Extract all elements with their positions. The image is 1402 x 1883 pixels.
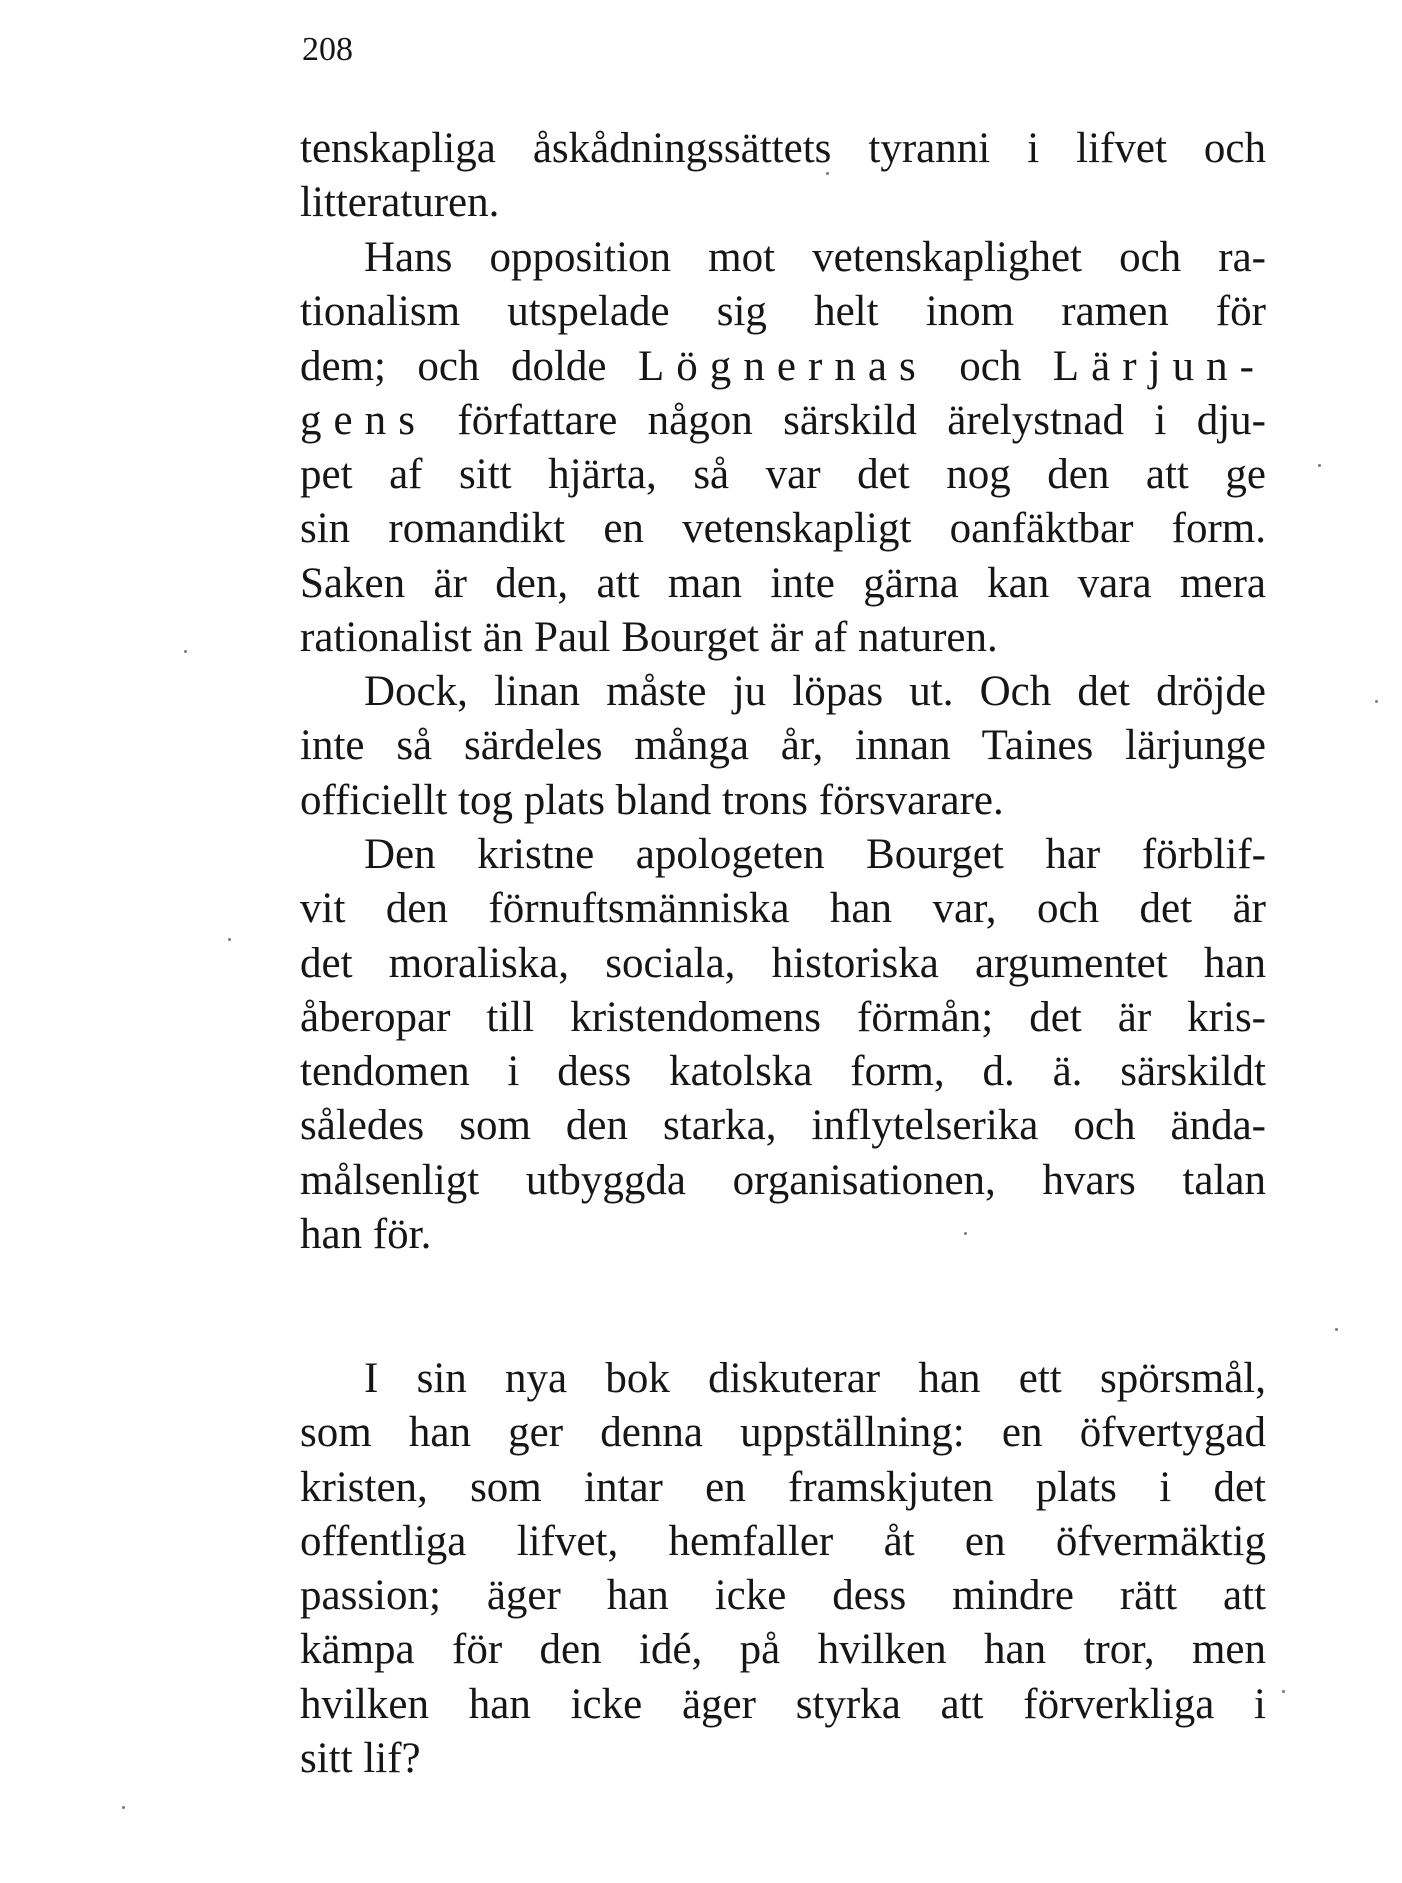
paragraph-3 xyxy=(300,665,1266,828)
text-segment: författare någon särskild ärelystnad i dju- xyxy=(426,396,1266,444)
text-line: officiellt tog plats bland trons försvarare. xyxy=(300,776,1004,824)
text-line: I sin nya bok diskuterar han ett spörsmål, xyxy=(364,1355,1266,1402)
scan-speck xyxy=(122,1806,125,1809)
text-line: kämpa för den idé, på hvilken han tror, men xyxy=(300,1626,1266,1674)
paragraph-4 xyxy=(300,828,1266,1262)
scan-speck xyxy=(1318,464,1321,467)
text-line: således som den starka, inflytelserika och ända- xyxy=(300,1102,1266,1150)
book-title-larjungens-part1: Lärjun- xyxy=(1052,342,1266,390)
text-line: hvilken han icke äger styrka att förverkliga i xyxy=(300,1680,1266,1728)
text-line: tenskapliga åskådningssättets tyranni i lifvet och xyxy=(300,125,1266,172)
scan-speck xyxy=(1335,1328,1338,1331)
text-line: han för. xyxy=(300,1211,432,1259)
paragraph-2 xyxy=(300,231,1266,665)
scan-speck xyxy=(184,650,187,653)
text-line: passion; äger han icke dess mindre rätt att xyxy=(300,1572,1266,1620)
text-line xyxy=(300,394,1266,448)
text-line: inte så särdeles många år, innan Taines lärjunge xyxy=(300,722,1266,770)
text-line xyxy=(300,340,1266,394)
scan-speck xyxy=(964,1232,967,1235)
text-line: målsenligt utbyggda organisationen, hvars talan xyxy=(300,1156,1266,1204)
text-line: tendomen i dess katolska form, d. ä. särskildt xyxy=(300,1048,1266,1096)
text-line: Dock, linan måste ju löpas ut. Och det dröjde xyxy=(364,668,1266,715)
book-title-larjungens-part2: gens xyxy=(300,396,427,444)
page-number: 208 xyxy=(302,31,353,68)
text-line: vit den förnuftsmänniska han var, och det är xyxy=(300,885,1266,933)
text-line: åberopar till kristendomens förmån; det är kris- xyxy=(300,993,1266,1041)
text-line: det moraliska, sociala, historiska argumentet han xyxy=(300,939,1266,987)
text-line: rationalist än Paul Bourget är af naturen. xyxy=(300,614,998,662)
text-line: tionalism utspelade sig helt inom ramen för xyxy=(300,288,1266,336)
scan-speck xyxy=(826,172,829,175)
text-line: som han ger denna uppställning: en öfvertygad xyxy=(300,1409,1266,1457)
text-line: pet af sitt hjärta, så var det nog den att ge xyxy=(300,451,1266,499)
text-line: Den kristne apologeten Bourget har förblif- xyxy=(364,831,1266,878)
book-title-lognernas: Lögnernas xyxy=(637,342,928,390)
text-segment: och xyxy=(927,342,1053,390)
text-line: Hans opposition mot vetenskaplighet och ra- xyxy=(364,234,1266,281)
text-line: offentliga lifvet, hemfaller åt en öfvermäktig xyxy=(300,1517,1266,1565)
text-line: sitt lif? xyxy=(300,1735,421,1783)
text-line: kristen, som intar en framskjuten plats i det xyxy=(300,1463,1266,1511)
scan-speck xyxy=(1375,700,1378,703)
scan-speck xyxy=(1282,1690,1285,1693)
text-line: Saken är den, att man inte gärna kan vara mera xyxy=(300,559,1266,607)
text-line: sin romandikt en vetenskapligt oanfäktbar form. xyxy=(300,505,1266,553)
text-line: litteraturen. xyxy=(300,179,500,227)
text-segment: dem; och dolde xyxy=(300,342,638,390)
scan-speck xyxy=(228,938,231,941)
paragraph-5 xyxy=(300,1352,1266,1786)
paragraph-1 xyxy=(300,122,1266,231)
